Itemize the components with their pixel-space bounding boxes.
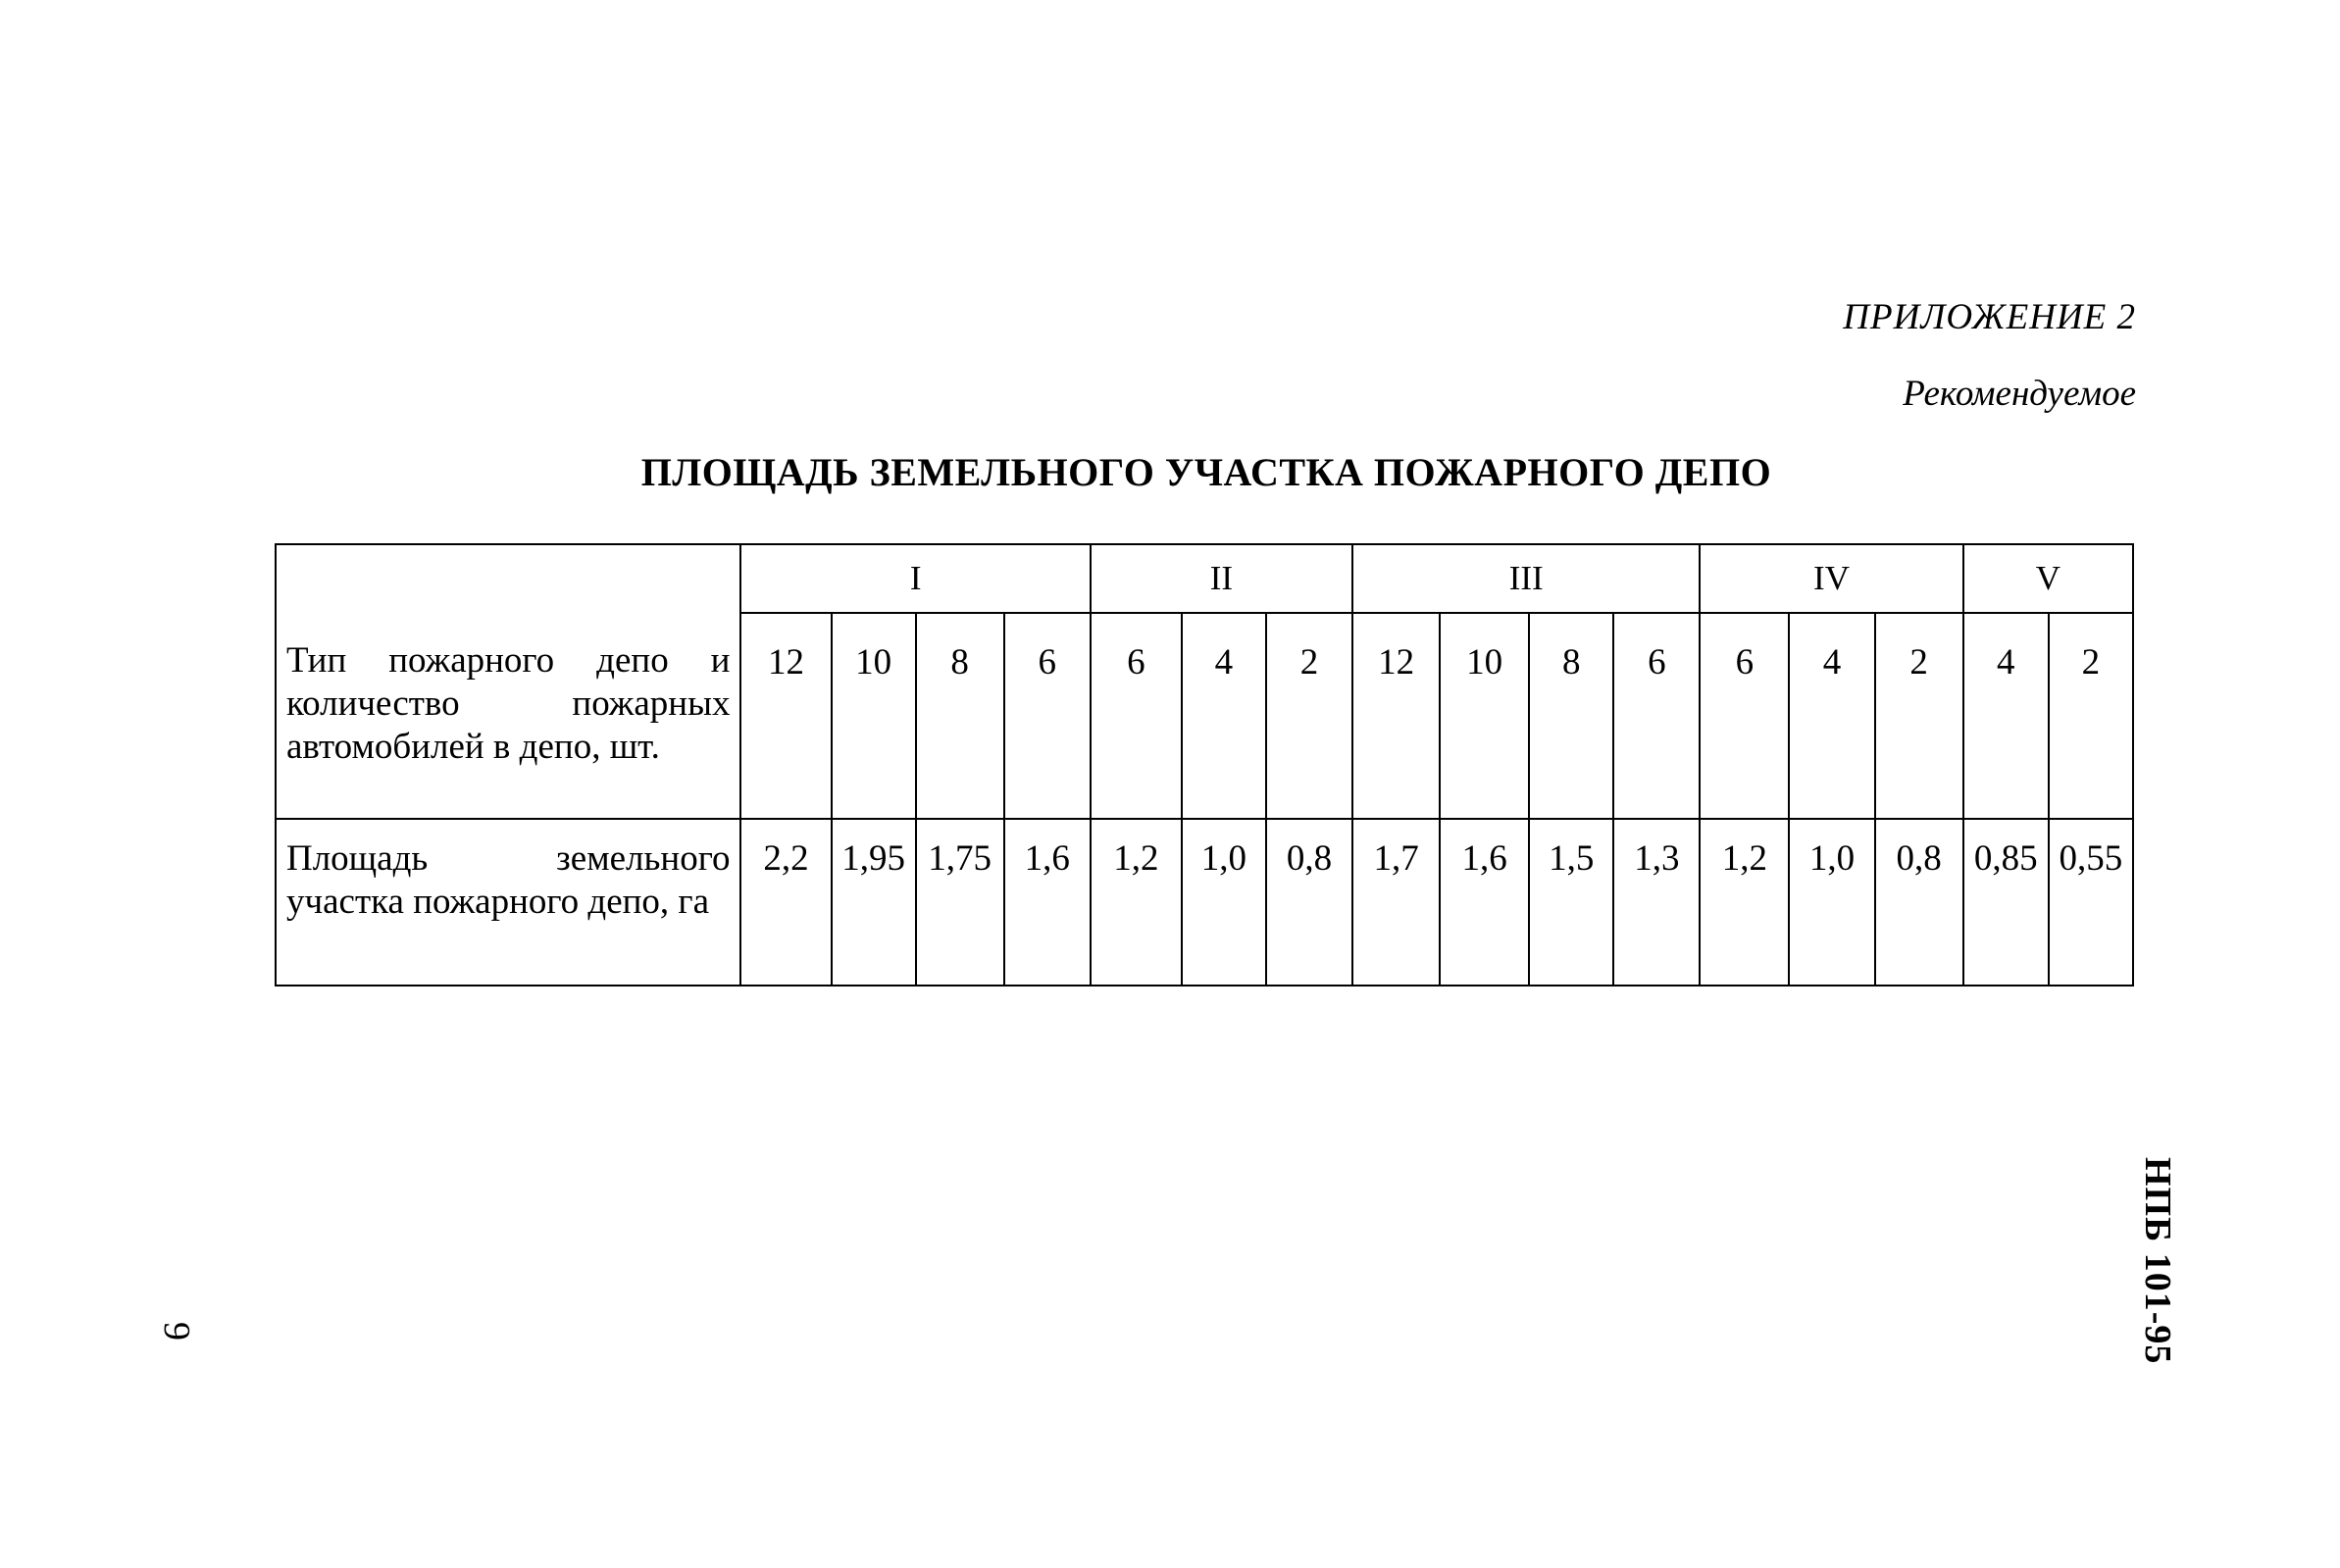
area-row (276, 819, 2133, 986)
table-cell: 6 (1700, 613, 1789, 819)
table-cell: 0,55 (2049, 819, 2133, 986)
table-cell: 0,85 (1963, 819, 2049, 986)
appendix-label: ПРИЛОЖЕНИЕ 2 (1843, 297, 2136, 337)
table-cell: 1,75 (916, 819, 1004, 986)
table-cell: 6 (1004, 613, 1091, 819)
depot-area-table (275, 543, 2134, 986)
table-cell: 8 (1529, 613, 1613, 819)
table-cell: 0,8 (1266, 819, 1352, 986)
table-cell: 6 (1613, 613, 1700, 819)
table-cell: 1,7 (1352, 819, 1440, 986)
row-label-depot-type: Тип пожарного депо и количество пожарных автомобилей в депо, шт. (276, 544, 740, 819)
table-cell: 1,6 (1440, 819, 1529, 986)
table-cell: 6 (1091, 613, 1182, 819)
table-cell: 1,0 (1789, 819, 1874, 986)
table-cell: 2 (1266, 613, 1352, 819)
table-cell: 2,2 (740, 819, 831, 986)
group-header: II (1091, 544, 1352, 613)
group-header: III (1352, 544, 1700, 613)
table-cell: 1,3 (1613, 819, 1700, 986)
table-cell: 1,6 (1004, 819, 1091, 986)
table-cell: 2 (2049, 613, 2133, 819)
page-number: 9 (156, 1322, 197, 1340)
table-cell: 1,5 (1529, 819, 1613, 986)
table-cell: 1,0 (1182, 819, 1266, 986)
table-cell: 8 (916, 613, 1004, 819)
row-label-area: Площадь земельного участка пожарного депо, га (276, 819, 740, 986)
table-cell: 4 (1963, 613, 2049, 819)
table-cell: 12 (740, 613, 831, 819)
document-code: НПБ 101-95 (2137, 1157, 2178, 1365)
table-cell: 10 (1440, 613, 1529, 819)
table-cell: 1,2 (1700, 819, 1789, 986)
header-row (276, 544, 2133, 613)
table-cell: 4 (1182, 613, 1266, 819)
group-header: I (740, 544, 1090, 613)
group-header: V (1963, 544, 2133, 613)
recommended-label: Рекомендуемое (1903, 374, 2136, 414)
page-title: ПЛОЩАДЬ ЗЕМЕЛЬНОГО УЧАСТКА ПОЖАРНОГО ДЕПО (640, 450, 1772, 494)
table-cell: 4 (1789, 613, 1874, 819)
table-cell: 2 (1875, 613, 1963, 819)
table-cell: 10 (832, 613, 916, 819)
group-header: IV (1700, 544, 1962, 613)
table-cell: 1,95 (832, 819, 916, 986)
table-cell: 12 (1352, 613, 1440, 819)
table-cell: 0,8 (1875, 819, 1963, 986)
table-cell: 1,2 (1091, 819, 1182, 986)
